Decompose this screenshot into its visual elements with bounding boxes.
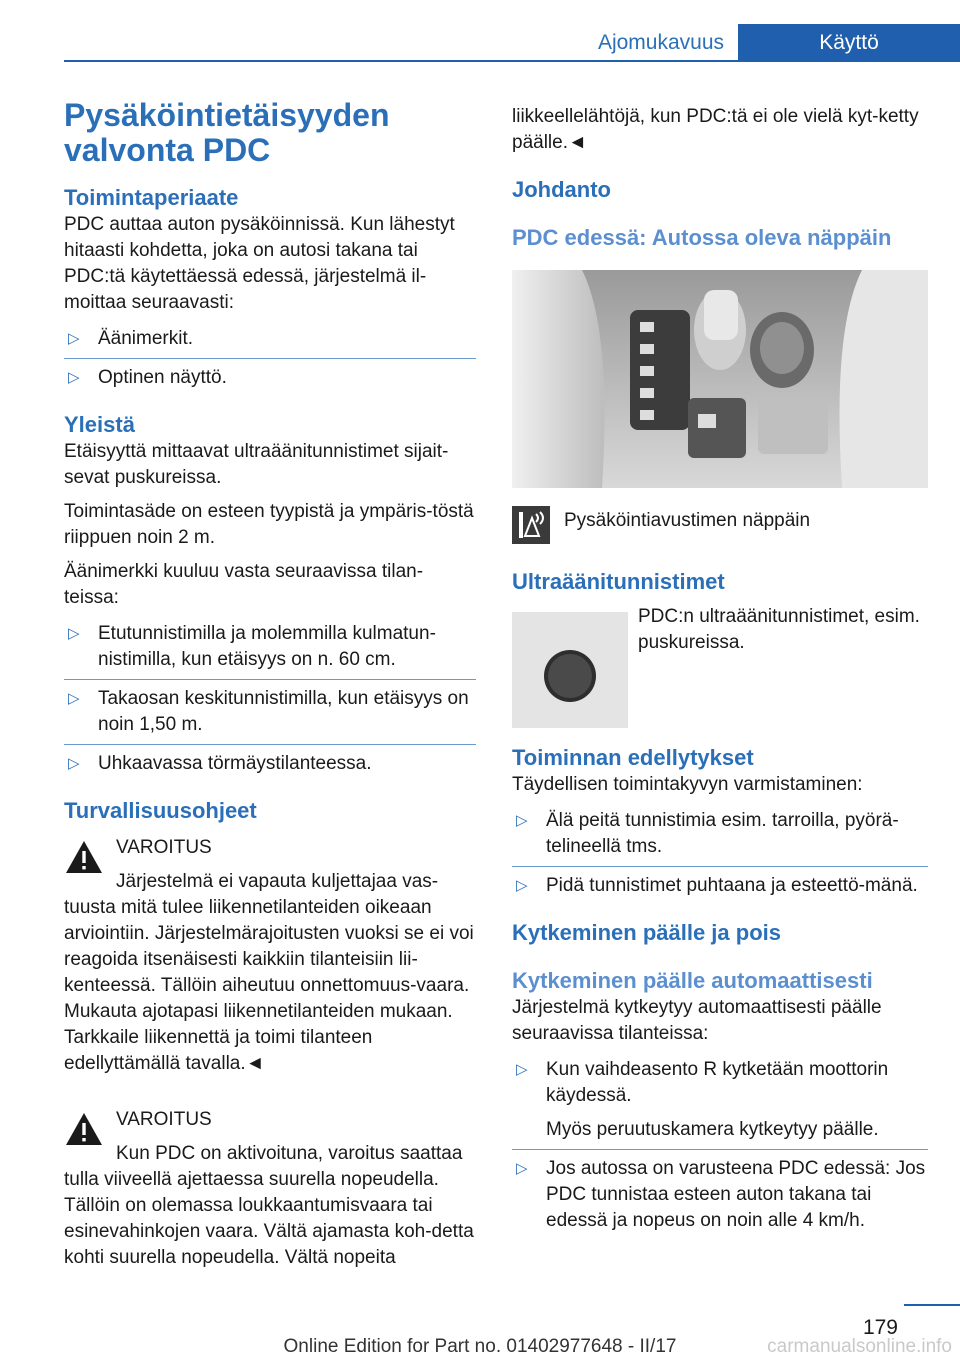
- heading-yleista: Yleistä: [64, 412, 135, 437]
- warning-title: VAROITUS: [116, 837, 212, 858]
- list-item: ▷ Etutunnistimilla ja molemmilla kulmatun-nistimilla, kun etäisyys on n. 60 cm.: [68, 623, 436, 670]
- warning-title: VAROITUS: [116, 1109, 212, 1130]
- list-item-subparagraph: Myös peruutuskamera kytkeytyy päälle.: [546, 1119, 879, 1140]
- paragraph-beep-conditions: Äänimerkki kuuluu vasta seuraavissa tilan-teissa:: [64, 561, 424, 608]
- paragraph-principle: PDC auttaa auton pysäköinnissä. Kun lähestyt hitaasti kohdetta, joka on autosi takana tai PDC:tä käytettäessä edessä, järjestelmä il-moittaa seuraavasti:: [64, 214, 455, 313]
- warning-block-2: [64, 1107, 476, 1271]
- bullet-list-beep: [64, 621, 476, 777]
- list-item: ▷ Älä peitä tunnistimia esim. tarroilla, pyörä-telineellä tms.: [516, 810, 899, 857]
- edition-text: Online Edition for Part no. 01402977648 - II/17: [283, 1336, 677, 1357]
- console-image: [512, 270, 928, 488]
- heading-auto-on: Kytkeminen päälle automaattisesti: [512, 968, 873, 993]
- list-item: ▷ Uhkaavassa törmäystilanteessa.: [64, 751, 476, 777]
- triangle-bullet-icon: ▷: [68, 690, 80, 707]
- parking-assist-button-icon: [512, 506, 550, 544]
- page-number: 179: [862, 1316, 898, 1339]
- paragraph-range: Toimintasäde on esteen tyypistä ja ympäris-töstä riippuen noin 2 m.: [64, 501, 474, 548]
- header-section-ajomukavuus[interactable]: Ajomukavuus: [597, 31, 724, 54]
- button-caption: Pysäköintiavustimen näppäin: [564, 510, 811, 531]
- triangle-bullet-icon: ▷: [516, 877, 528, 894]
- divider: [64, 679, 476, 680]
- heading-johdanto: Johdanto: [512, 177, 611, 202]
- heading-ultrasonic-sensors: Ultraäänitunnistimet: [512, 569, 725, 594]
- warning-block-1: [64, 835, 476, 1077]
- list-item: ▷ Optinen näyttö.: [64, 365, 476, 391]
- heading-toimintaperiaate: Toimintaperiaate: [64, 185, 239, 210]
- page-title: Pysäköintietäisyyden valvonta PDC: [64, 97, 390, 168]
- list-item: ▷ Äänimerkit.: [64, 326, 476, 352]
- list-item: ▷ Kun vaihdeasento R kytketään moottorin käydessä.: [516, 1059, 889, 1106]
- warning-text: tulla viiveellä ajettaessa suurella nopeudella. Tällöin on olemassa loukkaantumisvaara tai esinevahinkojen vaara. Vältä ajamasta koh-detta kohti suurella nopeudella. Vältä nopeita: [64, 1169, 474, 1268]
- right-column: [512, 104, 928, 1234]
- triangle-bullet-icon: ▷: [68, 369, 80, 386]
- triangle-bullet-icon: ▷: [516, 1061, 528, 1078]
- header-rule: [64, 60, 960, 62]
- bullet-list-requirements: [512, 808, 928, 899]
- paragraph-continued: liikkeellelähtöjä, kun PDC:tä ei ole vielä kyt-ketty päälle.◄: [512, 106, 919, 153]
- triangle-bullet-icon: ▷: [516, 812, 528, 829]
- caption-row: [512, 506, 928, 548]
- warning-text-first-line: Järjestelmä ei vapauta kuljettajaa vas-: [116, 871, 439, 892]
- divider: [64, 744, 476, 745]
- list-item: ▷ Pidä tunnistimet puhtaana ja esteettö-mänä.: [512, 873, 928, 899]
- warning-triangle-icon: [64, 839, 104, 875]
- heading-turvallisuusohjeet: Turvallisuusohjeet: [64, 798, 257, 823]
- paragraph-sensors-location: Etäisyyttä mittaavat ultraäänitunnistimet sijait-sevat puskureissa.: [64, 441, 449, 488]
- bullet-list-principle: [64, 326, 476, 391]
- warning-text-first-line: Kun PDC on aktivoituna, varoitus saattaa: [116, 1143, 463, 1164]
- ultrasonic-sensor-image: [512, 612, 628, 728]
- heading-pdc-front-button: PDC edessä: Autossa oleva näppäin: [512, 225, 892, 250]
- bullet-list-auto-on: [512, 1057, 928, 1234]
- header-section-kaytto[interactable]: Käyttö: [738, 24, 960, 62]
- triangle-bullet-icon: ▷: [68, 755, 80, 772]
- warning-triangle-icon: [64, 1111, 104, 1147]
- paragraph-auto-on: Järjestelmä kytkeytyy automaattisesti päälle seuraavissa tilanteissa:: [512, 997, 882, 1044]
- footer-rule: [904, 1304, 960, 1306]
- paragraph-requirements: Täydellisen toimintakyvyn varmistaminen:: [512, 774, 863, 795]
- header-bar: [0, 24, 960, 62]
- triangle-bullet-icon: ▷: [516, 1160, 528, 1177]
- sensor-block: [512, 604, 928, 724]
- warning-text: tuusta mitä tulee liikennetilanteiden oikeaan arviointiin. Järjestelmärajoitusten vuoksi se ei voi reagoida itsenäisesti kaikkiin tilanteisiin lii-kenteessä. Tällöin aiheutuu onnettomuus-vaara. Mukauta ajotapasi liikennetilanteiden mukaan. Tarkkaile liikennettä ja toimi tilanteen edellyttämällä tavalla.◄: [64, 897, 474, 1074]
- triangle-bullet-icon: ▷: [68, 625, 80, 642]
- heading-on-off: Kytkeminen päälle ja pois: [512, 920, 781, 945]
- center-console-photo: [512, 270, 928, 488]
- list-item: ▷ Jos autossa on varusteena PDC edessä: Jos PDC tunnistaa esteen auton takana tai edessä ja nopeus on noin alle 4 km/h.: [516, 1158, 926, 1231]
- divider: [512, 1149, 928, 1150]
- triangle-bullet-icon: ▷: [68, 330, 80, 347]
- heading-requirements: Toiminnan edellytykset: [512, 745, 754, 770]
- list-item: ▷ Takaosan keskitunnistimilla, kun etäisyys on noin 1,50 m.: [68, 688, 469, 735]
- sensors-text: PDC:n ultraäänitunnistimet, esim. puskureissa.: [638, 606, 920, 653]
- left-column: [64, 98, 476, 1271]
- divider: [512, 866, 928, 867]
- watermark-text: carmanualsonline.info: [767, 1336, 952, 1357]
- divider: [64, 358, 476, 359]
